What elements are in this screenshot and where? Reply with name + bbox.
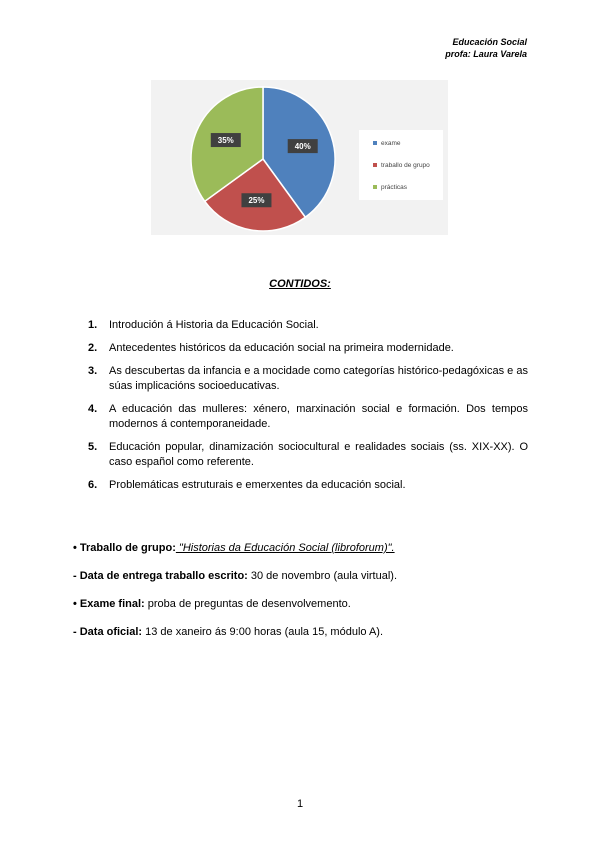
item-text: Antecedentes históricos da educación social na primeira modernidade. bbox=[109, 342, 454, 354]
data-label-text: 35% bbox=[217, 136, 234, 146]
pie-data-label bbox=[288, 139, 318, 153]
legend-label: exame bbox=[381, 140, 401, 147]
chart-legend bbox=[359, 130, 443, 200]
official-date-line bbox=[73, 625, 533, 639]
item-text: Educación popular, dinamización sociocultural e realidades sociais (ss. XIX-XX). O caso español como referente. bbox=[109, 441, 528, 468]
delivery-line bbox=[73, 569, 533, 583]
exam-label: • Exame final: bbox=[73, 598, 145, 610]
item-text: A educación das mulleres: xénero, marxinación social e formación. Dos tempos modernos á contemporaneidade. bbox=[109, 403, 528, 430]
exam-value: proba de preguntas de desenvolvemento. bbox=[144, 598, 351, 610]
page-number: 1 bbox=[296, 798, 304, 810]
official-date-value: 13 de xaneiro ás 9:00 horas (aula 15, módulo A). bbox=[142, 626, 384, 638]
list-item bbox=[88, 364, 528, 394]
data-label-text: 25% bbox=[248, 196, 265, 206]
header-course: Educación Social bbox=[452, 37, 527, 47]
group-work-line bbox=[73, 541, 533, 555]
course-info bbox=[73, 541, 533, 653]
item-number: 3. bbox=[88, 365, 98, 377]
group-work-value: "Historias da Educación Social (libroforum)". bbox=[175, 542, 395, 554]
legend-swatch bbox=[373, 141, 377, 145]
section-title: CONTIDOS: bbox=[269, 278, 331, 290]
pie-data-label bbox=[211, 133, 241, 147]
legend-swatch bbox=[373, 185, 377, 189]
item-number: 1. bbox=[88, 319, 98, 331]
list-item bbox=[88, 402, 528, 432]
legend-label: traballo de grupo bbox=[381, 162, 430, 169]
item-number: 6. bbox=[88, 479, 98, 491]
delivery-value: 30 de novembro (aula virtual). bbox=[247, 570, 398, 582]
pie-data-label bbox=[241, 193, 271, 207]
item-text: Problemáticas estruturais e emerxentes da educación social. bbox=[109, 479, 406, 491]
group-work-label: • Traballo de grupo: bbox=[73, 542, 176, 554]
legend-item-exame bbox=[373, 139, 401, 149]
item-number: 4. bbox=[88, 403, 98, 415]
contents-list bbox=[88, 318, 528, 501]
legend-swatch bbox=[373, 163, 377, 167]
item-number: 2. bbox=[88, 342, 98, 354]
exam-line bbox=[73, 597, 533, 611]
delivery-label: - Data de entrega traballo escrito: bbox=[73, 570, 248, 582]
page-header bbox=[445, 36, 527, 60]
data-label-text: 40% bbox=[294, 142, 311, 152]
list-item bbox=[88, 341, 528, 356]
item-text: As descubertas da infancia e a mocidade como categorías histórico-pedagóxicas e as súas implicacións socioeducativas. bbox=[109, 365, 528, 392]
official-date-label: - Data oficial: bbox=[73, 626, 143, 638]
header-teacher: profa: Laura Varela bbox=[445, 49, 527, 59]
item-number: 5. bbox=[88, 441, 98, 453]
legend-label: prácticas bbox=[381, 184, 408, 191]
pie-chart bbox=[151, 80, 448, 235]
list-item bbox=[88, 440, 528, 470]
legend-item-practicas bbox=[373, 183, 407, 193]
list-item bbox=[88, 318, 528, 333]
legend-item-traballo bbox=[373, 161, 430, 171]
list-item bbox=[88, 478, 528, 493]
item-text: Introdución á Historia da Educación Social. bbox=[109, 319, 319, 331]
